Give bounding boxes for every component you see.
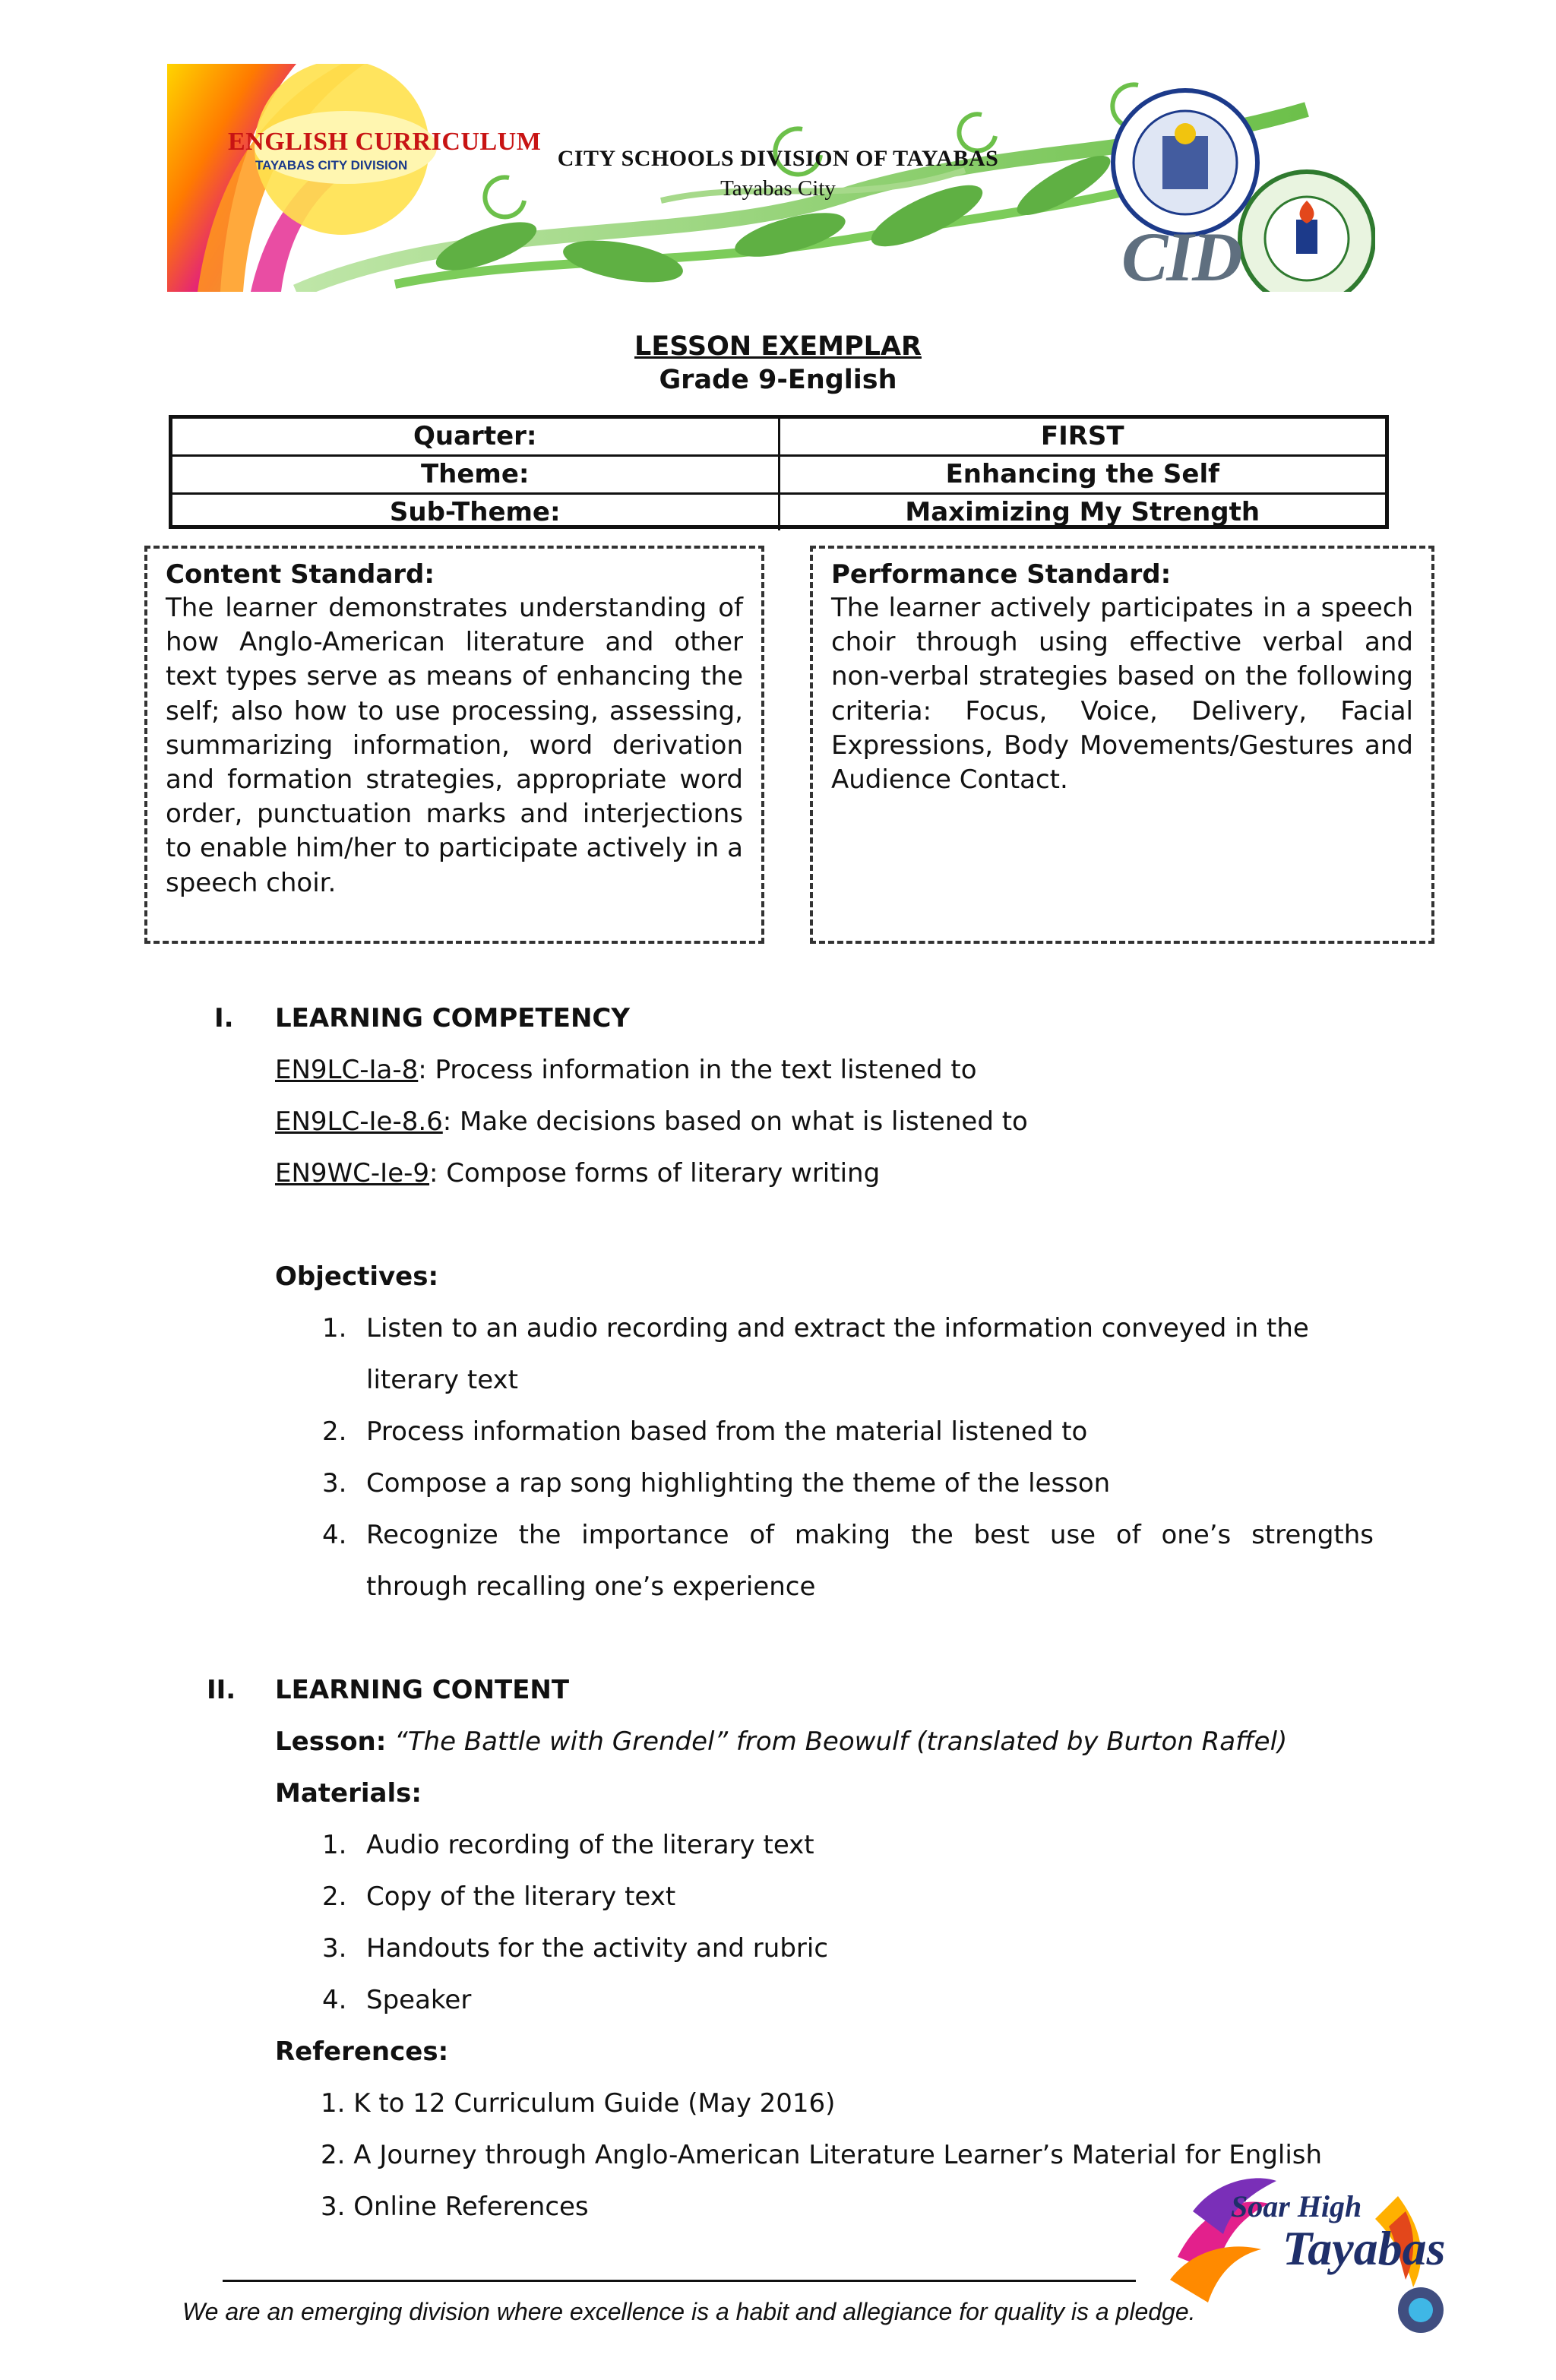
lesson-line [275, 1726, 1287, 1757]
competency-text: : Make decisions based on what is listened to [442, 1106, 1028, 1137]
objective-text: Compose a rap song highlighting the theme of the lesson [366, 1468, 1111, 1499]
objective-text-cont: literary text [366, 1365, 518, 1395]
content-standard-box [144, 546, 764, 944]
row-value: Enhancing the Self [945, 459, 1219, 489]
material-item: Copy of the literary text [366, 1882, 676, 1912]
content-standard-text: The learner demonstrates understanding of how Anglo-American literature and other text types serve as means of enhancing the self; also how to use processing, assessing, summarizing information, word derivation and formation strategies, appropriate word order, punctuation marks and interjections to enable him/her to participate actively in a speech choir. [166, 593, 743, 898]
footer-divider [223, 2280, 1136, 2282]
cid-logo-mark: CID [1121, 218, 1241, 296]
competency-text: : Compose forms of literary writing [429, 1158, 881, 1188]
performance-standard-text: The learner actively participates in a speech choir through using effective verbal and non-verbal strategies based on the following criteria: Focus, Voice, Delivery, Facial Expressions, Body Movements/Gestures and Audience Contact. [831, 593, 1413, 796]
section-heading: LEARNING COMPETENCY [275, 1003, 630, 1033]
competency-code: EN9WC-Ie-9 [275, 1158, 430, 1188]
section-heading: LEARNING CONTENT [275, 1675, 570, 1705]
objectives-heading: Objectives: [275, 1261, 439, 1292]
reference-item: 2. A Journey through Anglo-American Literature Learner’s Material for English [321, 2140, 1323, 2170]
section-number: II. [207, 1675, 236, 1705]
footer-motto: We are an emerging division where excellence is a habit and allegiance for quality is a pledge. [182, 2298, 1196, 2325]
row-label: Quarter: [172, 419, 780, 454]
competency-item [275, 1106, 1028, 1137]
objective-text-cont: through recalling one’s experience [366, 1571, 816, 1602]
objective-text: Process information based from the material listened to [366, 1416, 1088, 1447]
competency-item [275, 1158, 880, 1188]
document-grade: Grade 9-English [659, 365, 897, 395]
lesson-title: “The Battle with Grendel” from Beowulf (translated by Burton Raffel) [394, 1726, 1288, 1757]
competency-code: EN9LC-Ie-8.6 [275, 1106, 443, 1137]
material-item: Audio recording of the literary text [366, 1830, 814, 1860]
reference-item: 3. Online References [321, 2192, 589, 2222]
lesson-info-table [169, 415, 1389, 529]
performance-standard-heading: Performance Standard: [831, 559, 1172, 590]
list-number: 4. [322, 1985, 347, 2015]
competency-text: : Process information in the text listened to [418, 1055, 977, 1085]
performance-standard-box [810, 546, 1434, 944]
table-row [172, 419, 1385, 454]
tayabas-text: Tayabas [1282, 2221, 1446, 2275]
list-number: 3. [322, 1468, 347, 1499]
row-label: Sub-Theme: [172, 495, 780, 530]
competency-item [275, 1055, 977, 1085]
list-number: 1. [322, 1830, 347, 1860]
competency-code: EN9LC-Ia-8 [275, 1055, 419, 1085]
list-number: 2. [322, 1882, 347, 1912]
content-standard-heading: Content Standard: [166, 559, 435, 590]
row-label: Theme: [172, 457, 780, 492]
header-title: CITY SCHOOLS DIVISION OF TAYABAS [557, 146, 999, 171]
row-value: FIRST [1040, 421, 1124, 451]
document-title: LESSON EXEMPLAR [634, 331, 922, 362]
objective-text: Listen to an audio recording and extract the information conveyed in the [366, 1313, 1309, 1343]
list-number: 3. [322, 1933, 347, 1964]
list-number: 1. [322, 1313, 347, 1343]
lesson-label: Lesson: [275, 1726, 387, 1757]
reference-item: 1. K to 12 Curriculum Guide (May 2016) [321, 2088, 836, 2119]
objective-text: Recognize the importance of making the best use of one’s strengths [366, 1520, 1374, 1550]
list-number: 2. [322, 1416, 347, 1447]
material-item: Handouts for the activity and rubric [366, 1933, 829, 1964]
logo-subtitle: TAYABAS CITY DIVISION [255, 158, 408, 172]
table-row [172, 454, 1385, 492]
list-number: 4. [322, 1520, 347, 1550]
row-value: Maximizing My Strength [905, 497, 1260, 527]
materials-heading: Materials: [275, 1778, 422, 1809]
soar-high-text: Soar High [1231, 2189, 1362, 2223]
table-row [172, 492, 1385, 530]
section-number: I. [214, 1003, 234, 1033]
header-subtitle: Tayabas City [720, 176, 836, 201]
material-item: Speaker [366, 1985, 472, 2015]
references-heading: References: [275, 2037, 449, 2067]
logo-title: ENGLISH CURRICULUM [228, 128, 542, 156]
